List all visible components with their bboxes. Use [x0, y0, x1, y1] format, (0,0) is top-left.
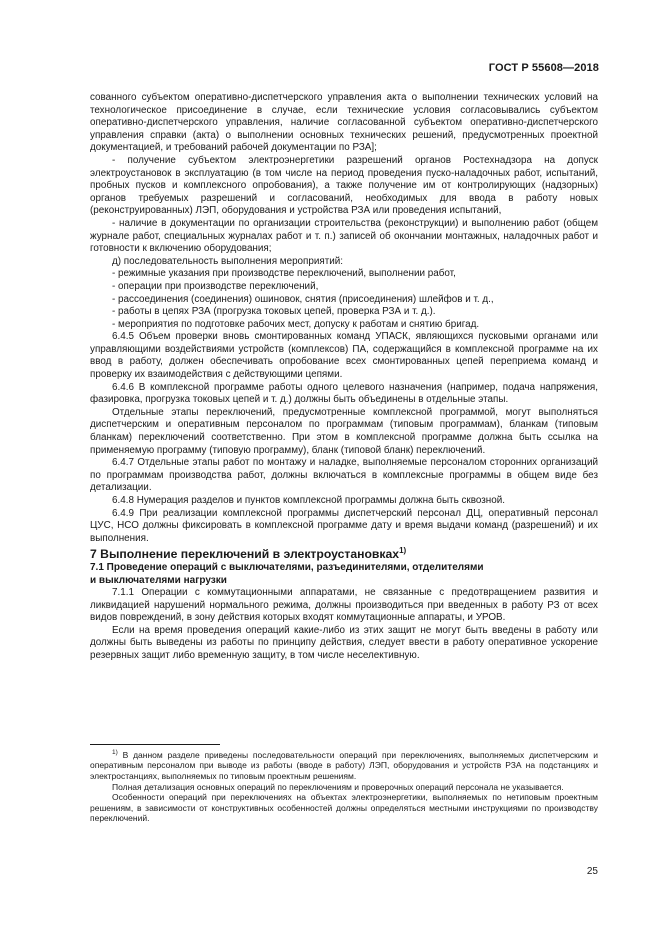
paragraph: 6.4.7 Отдельные этапы работ по монтажу и наладке, выполняемые персоналом сторонних организаций по программам производства работ, должны включаться в комплексные программы в общем виде без детализации.	[90, 457, 598, 494]
footnote-mark: 1)	[112, 749, 118, 756]
footnotes	[90, 748, 598, 824]
list-item: - операции при производстве переключений,	[112, 280, 319, 292]
paragraph: Если на время проведения операций какие-либо из этих защит не могут быть введены в работу или должны быть выведены из работы по принципу действия, следует ввести в работу оперативное ускорение резервных защит либо временную защиту, в том числе неселективную.	[90, 624, 598, 661]
paragraph: 7.1.1 Операции с коммутационными аппаратами, не связанные с предотвращением развития и ликвидацией нарушений нормального режима, должны производиться при введенных в работу РЗ от всех видов повреждений, в зону действия которых входят коммутационные аппараты, и УРОВ.	[90, 587, 598, 624]
paragraph: сованного субъектом оперативно-диспетчерского управления акта о выполнении технических условий на технологическое присоединение в случае, если технические условия согласовывались субъектом оперативно-диспетчерского управления, наличие согласованной субъектом оперативно-диспетчерского управления справки (акта) о выполнении основных технических решений, предусмотренных проектной документацией, и требований рабочей документации по РЗА];	[90, 92, 598, 154]
footnote: Особенности операций при переключениях на объектах электроэнергетики, выполняемых по нетиповым проектным решениям, в зависимости от конструктивных особенностей должны определяться местными инструкциями по производству переключений.	[90, 792, 598, 824]
paragraph: 6.4.6 В комплексной программе работы одного целевого назначения (например, подача напряжения, фазировка, прогрузка токовых цепей и т. д.) должны быть объединены в отдельные этапы.	[90, 381, 598, 406]
footnote-divider	[90, 744, 220, 745]
paragraph: Отдельные этапы переключений, предусмотренные комплексной программой, могут выполняться диспетчерским и оперативным персоналом по программам (типовым программам), бланкам (типовым бланкам) переключений соответственно. При этом в комплексной программе должна быть ссылка на применяемую программу (типовую программу), бланк (типовой бланк) переключений.	[90, 406, 598, 456]
list-item: - режимные указания при производстве переключений, выполнении работ,	[112, 268, 456, 280]
footnote-text: В данном разделе приведены последовательности операций при переключениях, выполняемых диспетчерским и оперативным персоналом при выводе из работы (вводе в работу) ЛЭП, оборудования и устройств РЗА на подстанциях и электростанциях, выполняемых по типовым проектным решениям.	[90, 749, 598, 782]
subsection-heading-line2: и выключателями нагрузки	[90, 575, 227, 587]
paragraph: - получение субъектом электроэнергетики разрешений органов Ростехнадзора на допуск электроустановок в эксплуатацию (в том числе на период проведения пуско-наладочных работ, испытаний, пробных пусков и комплексного опробования), а также получение им от контролирующих (надзорных) органов требуемых разрешений и согласований, необходимых для ввода в работу новых (реконструированных) ЛЭП, оборудования и устройства РЗА или проведения испытаний,	[90, 154, 598, 217]
footnote-ref: 1)	[399, 546, 407, 556]
document-code: ГОСТ Р 55608—2018	[488, 62, 599, 74]
paragraph: д) последовательность выполнения мероприятий:	[112, 255, 344, 267]
section-heading	[90, 545, 598, 561]
paragraph: 6.4.8 Нумерация разделов и пунктов комплексной программы должна быть сквозной.	[112, 495, 505, 506]
list-item: - рассоединения (соединения) ошиновок, снятия (присоединения) шлейфов и т. д.,	[112, 293, 494, 305]
footnote: Полная детализация основных операций по переключениям и проверочных операций персонала не указывается.	[112, 781, 564, 792]
list-item: - мероприятия по подготовке рабочих мест, допуску к работам и снятию бригад.	[112, 318, 480, 330]
list-item: - работы в цепях РЗА (прогрузка токовых цепей, проверка РЗА и т. д.).	[112, 306, 436, 318]
paragraph: 6.4.9 При реализации комплексной программы диспетчерский персонал ДЦ, оперативный персонал ЦУС, НСО должны фиксировать в комплексной программе дату и время выдачи команд (разрешений) и их выполнения.	[90, 507, 598, 544]
paragraph: - наличие в документации по организации строительства (реконструкции) и выполнению работ (общем журнале работ, специальных журналах работ и т. п.) записей об окончании монтажных, наладочных работ и готовности к включению оборудования;	[90, 217, 598, 255]
section-heading-text: 7 Выполнение переключений в электроустановках	[90, 547, 400, 562]
main-text	[90, 92, 598, 663]
paragraph: 6.4.5 Объем проверки вновь смонтированных команд УПАСК, являющихся пусковыми органами или управляющими воздействиями устройств (комплексов) ПА, содержащийся в комплексной программе на их ввод в работу, должен обеспечивать опробование всех смонтированных цепей переприема команд и проверку их взаимодействия с действующими цепями.	[90, 331, 598, 381]
subsection-heading	[90, 561, 598, 587]
footnote	[90, 748, 598, 782]
page-number: 25	[586, 866, 598, 877]
subsection-heading-line1: 7.1 Проведение операций с выключателями, разъединителями, отделителями	[90, 562, 484, 574]
